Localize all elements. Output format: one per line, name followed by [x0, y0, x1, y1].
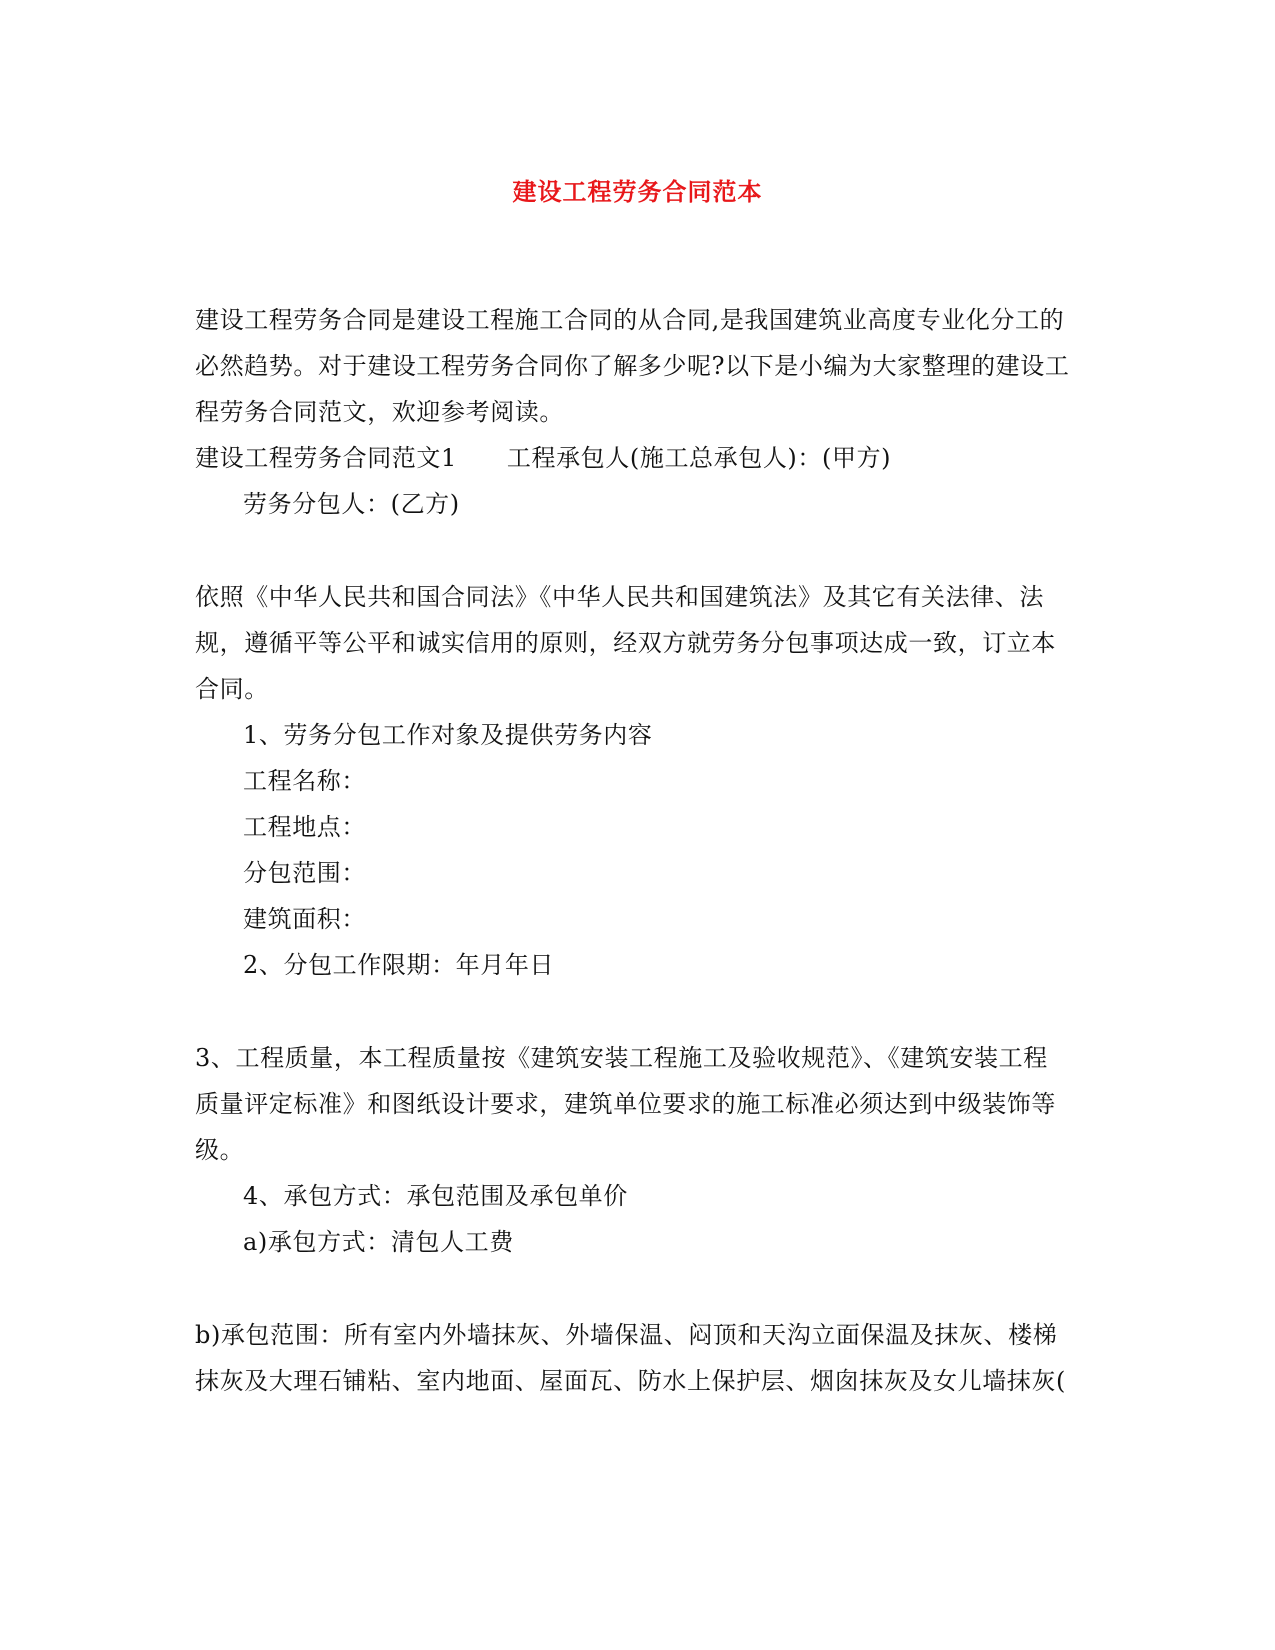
building-area-field: 建筑面积：: [243, 905, 366, 933]
basis-line-2: 规，遵循平等公平和诚实信用的原则，经双方就劳务分包事项达成一致，订立本: [195, 629, 1056, 657]
section-2-heading: 2、分包工作限期：年月年日: [243, 951, 555, 979]
quality-line-2: 质量评定标准》和图纸设计要求，建筑单位要求的施工标准必须达到中级装饰等: [195, 1090, 1056, 1118]
contract-heading-line: [195, 443, 891, 473]
project-name-field: 工程名称：: [243, 767, 366, 795]
quality-line-1: 3、工程质量，本工程质量按《建筑安装工程施工及验收规范》、《建筑安装工程: [195, 1044, 1048, 1072]
section-4-heading: 4、承包方式：承包范围及承包单价: [243, 1182, 628, 1210]
subcontract-scope-field: 分包范围：: [243, 859, 366, 887]
party-a-label: 工程承包人(施工总承包人)：(甲方): [506, 444, 892, 472]
contract-scope-line-2: 抹灰及大理石铺粘、室内地面、屋面瓦、防水上保护层、烟囱抹灰及女儿墙抹灰(: [195, 1367, 1066, 1395]
contract-sample-heading: 建设工程劳务合同范文1: [195, 444, 457, 472]
party-b-label: 劳务分包人：(乙方): [243, 490, 460, 518]
intro-line-1: 建设工程劳务合同是建设工程施工合同的从合同,是我国建筑业高度专业化分工的: [195, 306, 1065, 334]
contract-scope-line-1: b)承包范围：所有室内外墙抹灰、外墙保温、闷顶和天沟立面保温及抹灰、楼梯: [195, 1321, 1058, 1349]
section-1-heading: 1、劳务分包工作对象及提供劳务内容: [243, 721, 653, 749]
project-location-field: 工程地点：: [243, 813, 366, 841]
quality-line-3: 级。: [195, 1136, 245, 1164]
intro-line-3: 程劳务合同范文，欢迎参考阅读。: [195, 398, 564, 426]
basis-line-1: 依照《中华人民共和国合同法》《中华人民共和国建筑法》及其它有关法律、法: [195, 583, 1044, 611]
contract-method-item: a)承包方式：清包人工费: [243, 1228, 514, 1256]
document-title: 建设工程劳务合同范本: [512, 177, 763, 206]
basis-line-3: 合同。: [195, 675, 269, 703]
intro-line-2: 必然趋势。对于建设工程劳务合同你了解多少呢?以下是小编为大家整理的建设工: [195, 352, 1070, 380]
